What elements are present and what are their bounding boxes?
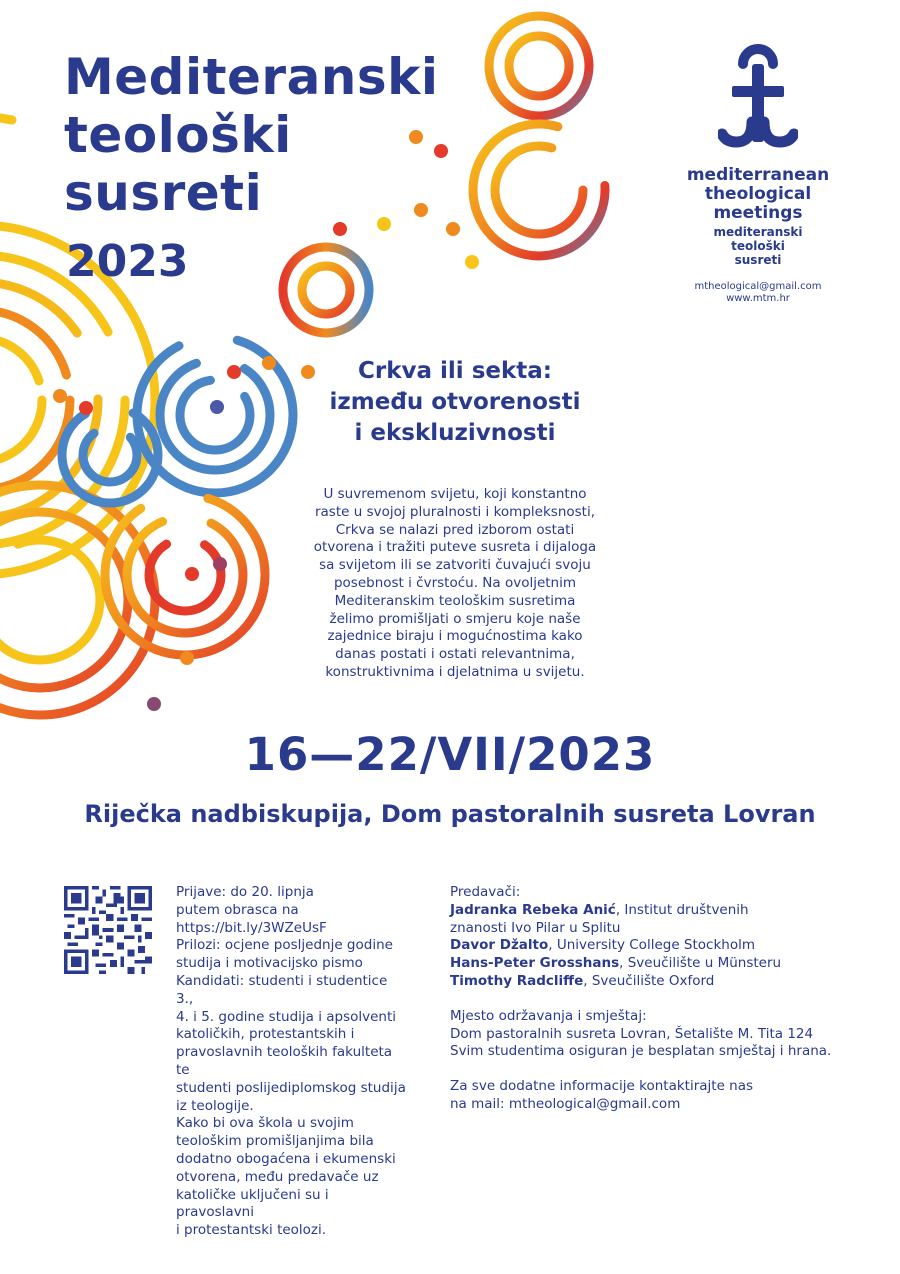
lecturer-affiliation: , Institut društvenih	[615, 901, 749, 918]
lecturer-item	[450, 955, 870, 973]
registration-line: otvorena, među predavače uz	[176, 1168, 379, 1185]
intro-paragraph	[296, 486, 614, 682]
registration-line: Kako bi ova škola u svojim	[176, 1115, 354, 1132]
registration-line: katoličkih, protestantskih i	[176, 1026, 355, 1043]
lecturer-item	[450, 902, 870, 920]
intro-line: danas postati i ostati relevantnima,	[335, 646, 575, 663]
registration-line: katoličke uključeni su i pravoslavni	[176, 1186, 329, 1221]
logo-website: www.mtm.hr	[726, 293, 790, 304]
intro-line: U suvremenom svijetu, koji konstantno	[323, 486, 587, 502]
logo-name-en-line: mediterranean	[686, 165, 830, 185]
contact-line: Za sve dodatne informacije kontaktirajte nas	[450, 1078, 754, 1095]
intro-line: otvorena i tražiti puteve susreta i dijaloga	[313, 539, 597, 556]
title-line: Mediteranski	[64, 48, 439, 106]
title-line: teološki	[64, 106, 292, 164]
registration-line: dodatno obogaćena i ekumenski	[176, 1150, 396, 1167]
title-year: 2023	[66, 236, 189, 287]
intro-line: raste u svojoj pluralnosti i kompleksnosti,	[314, 503, 595, 520]
registration-line: Prilozi: ocjene posljednje godine	[176, 937, 393, 954]
location-line: Svim studentima osiguran je besplatan smještaj i hrana.	[450, 1043, 832, 1060]
registration-line: Prijave: do 20. lipnja	[176, 884, 314, 900]
registration-line: studenti poslijediplomskog studija	[176, 1079, 406, 1096]
logo-name-hr	[668, 225, 848, 267]
registration-line: teološkim promišljanjima bila	[176, 1133, 374, 1150]
registration-line: iz teologije.	[176, 1097, 254, 1114]
intro-line: zajednice biraju i mogućnostima kako	[327, 628, 583, 645]
intro-line: želimo promišljati o smjeru koje naše	[329, 610, 581, 627]
registration-line: i protestantski teolozi.	[176, 1222, 327, 1239]
event-dates: 16—22/VII/2023	[244, 728, 656, 781]
logo-name-hr-line: susreti	[734, 253, 782, 267]
lecturer-affiliation: znanosti Ivo Pilar u Splitu	[450, 919, 621, 936]
logo-name-en	[668, 166, 848, 223]
intro-line: konstruktivnima i djelatnima u svijetu.	[325, 663, 585, 680]
lecturer-item	[450, 973, 870, 991]
theme-line: Crkva ili sekta:	[358, 358, 552, 384]
intro-line: sa svijetom ili se zatvoriti čuvajući svoju	[319, 557, 591, 574]
event-theme	[300, 356, 610, 449]
logo-name-en-line: theological	[704, 184, 812, 204]
registration-link[interactable]: https://bit.ly/3WZeUsF	[176, 919, 327, 936]
lecturer-item	[450, 937, 870, 955]
title-line: susreti	[64, 164, 263, 222]
logo-email: mtheological@gmail.com	[694, 281, 822, 292]
location-line: Dom pastoralnih susreta Lovran, Šetalište M. Tita 124	[450, 1025, 814, 1042]
event-venue: Riječka nadbiskupija, Dom pastoralnih susreta Lovran	[84, 800, 816, 828]
theme-line: između otvorenosti	[329, 389, 581, 415]
intro-line: Mediteranskim teološkim susretima	[334, 592, 576, 609]
lecturers-heading: Predavači:	[450, 884, 521, 900]
logo-name-hr-line: teološki	[731, 239, 785, 253]
registration-line: studija i motivacijsko pismo	[176, 955, 363, 972]
qr-code-icon[interactable]	[64, 886, 152, 974]
registration-info	[176, 884, 406, 1240]
intro-line: posebnost i čvrstoću. Na ovoljetnim	[333, 574, 577, 591]
theme-line: i ekskluzivnosti	[354, 420, 556, 446]
mtm-logo-icon	[718, 36, 798, 156]
lecturer-affiliation: , Sveučilište u Münsteru	[619, 955, 782, 972]
registration-line: Kandidati: studenti i studentice 3.,	[176, 972, 388, 1007]
registration-line: putem obrasca na	[176, 901, 299, 918]
lecturer-affiliation: , Sveučilište Oxford	[583, 972, 715, 989]
lecturers-and-location	[450, 884, 870, 1114]
lecturer-name: Timothy Radcliffe	[450, 972, 584, 989]
logo-block	[668, 36, 848, 305]
registration-line: 4. i 5. godine studija i apsolventi	[176, 1008, 397, 1025]
intro-line: Crkva se nalazi pred izborom ostati	[335, 521, 575, 538]
lecturer-name: Davor Džalto	[450, 937, 549, 954]
logo-name-en-line: meetings	[713, 203, 803, 223]
logo-name-hr-line: mediteranski	[713, 225, 803, 239]
registration-line: pravoslavnih teoloških fakulteta te	[176, 1044, 393, 1078]
lecturer-name: Jadranka Rebeka Anić	[450, 901, 616, 918]
lecturer-affiliation: , University College Stockholm	[548, 937, 755, 954]
logo-contact	[668, 281, 848, 305]
location-line: Mjesto održavanja i smještaj:	[450, 1007, 647, 1024]
contact-email[interactable]: na mail: mtheological@gmail.com	[450, 1095, 681, 1112]
page-title	[64, 48, 464, 222]
lecturer-name: Hans-Peter Grosshans	[450, 955, 620, 972]
